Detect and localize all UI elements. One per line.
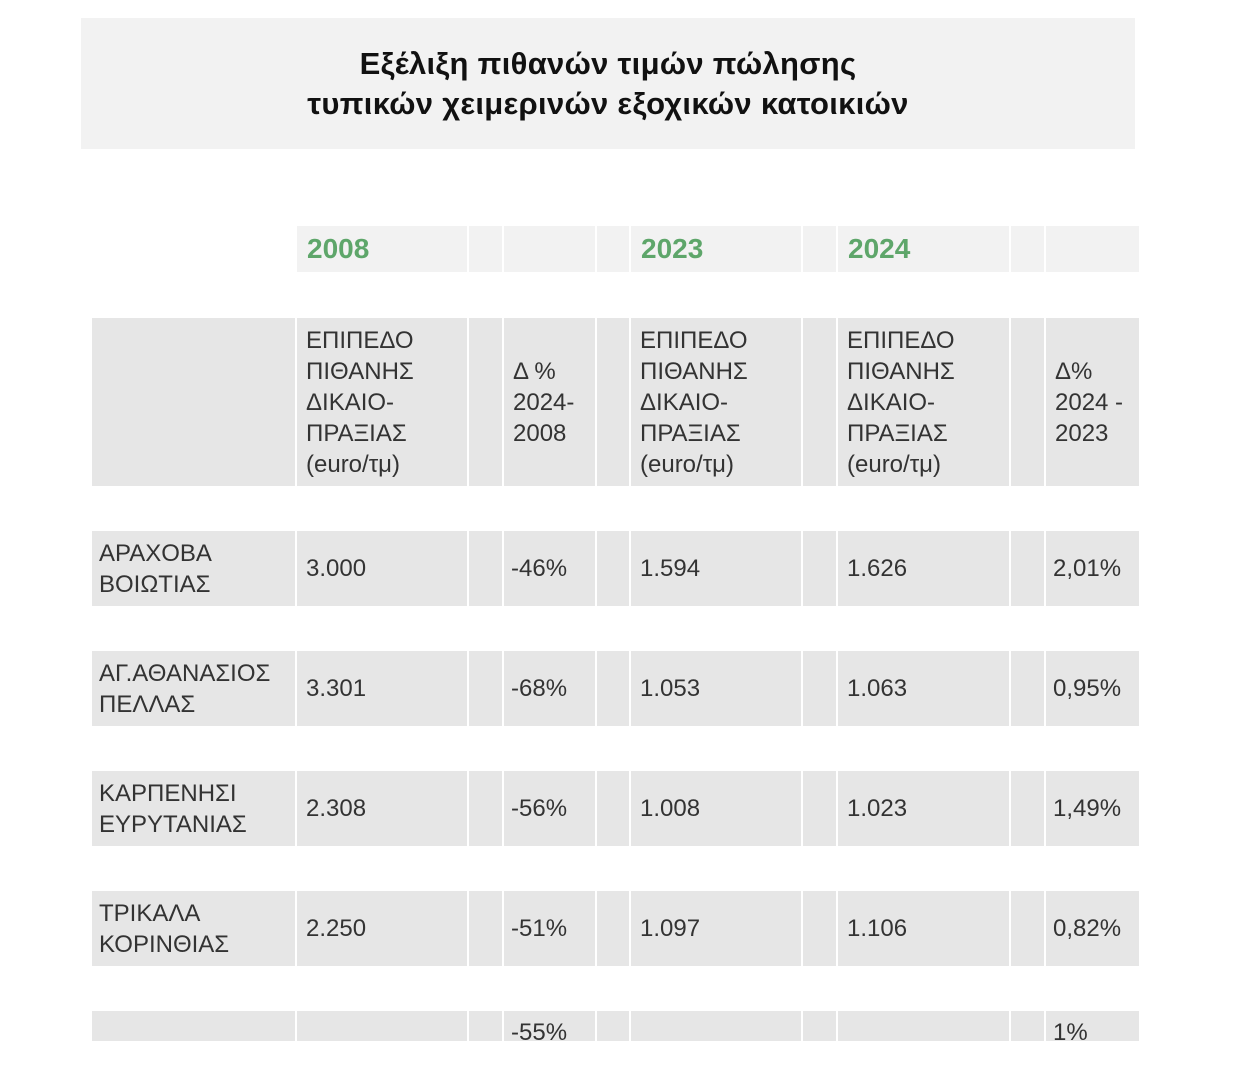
header-text: (euro/τμ) [640, 451, 734, 478]
price-2008: 2.308 [297, 771, 467, 846]
delta-2008: -56% [504, 771, 595, 846]
delta-2023: 0,82% [1046, 891, 1139, 966]
table-row-label [92, 771, 295, 846]
price-2023: 1.594 [631, 531, 801, 606]
price-2024: 1.023 [838, 771, 1009, 846]
price-2023: 1.008 [631, 771, 801, 846]
header-level-2008 [297, 318, 467, 486]
header-text: ΔΙΚΑΙΟ- [640, 389, 729, 416]
delta-2023: 0,95% [1046, 651, 1139, 726]
delta-2023: 2,01% [1046, 531, 1139, 606]
delta-2008: -51% [504, 891, 595, 966]
header-text: ΕΠΙΠΕΔΟ [640, 327, 748, 354]
price-2024: 1.063 [838, 651, 1009, 726]
delta-2023: 1,49% [1046, 771, 1139, 846]
spacer [803, 891, 836, 966]
partial-delta-2008-value: -55% [511, 1019, 568, 1041]
header-text: ΕΠΙΠΕΔΟ [847, 327, 955, 354]
price-2023: 1.053 [631, 651, 801, 726]
header-text: (euro/τμ) [306, 451, 400, 478]
table-row-label [92, 651, 295, 726]
year-blank-2 [504, 226, 595, 272]
year-blank-1 [469, 226, 502, 272]
header-spacer-1 [469, 318, 502, 486]
header-spacer-2 [597, 318, 629, 486]
spacer [597, 771, 629, 846]
year-blank-4 [803, 226, 836, 272]
header-text: ΕΠΙΠΕΔΟ [306, 327, 414, 354]
region-name: ΠΕΛΛΑΣ [99, 690, 196, 718]
partial-price-2024 [838, 1011, 1009, 1041]
header-text: 2024- [513, 389, 575, 416]
spacer [1011, 1011, 1044, 1041]
header-text: ΠΙΘΑΝΗΣ [640, 358, 748, 385]
region-name: ΤΡΙΚΑΛΑ [99, 899, 201, 927]
header-level-2024 [838, 318, 1009, 486]
spacer [469, 1011, 502, 1041]
header-text: ΠΡΑΞΙΑΣ [847, 420, 948, 447]
spacer [597, 891, 629, 966]
region-name: ΚΑΡΠΕΝΗΣΙ [99, 779, 237, 807]
spacer [803, 531, 836, 606]
region-name: ΑΡΑΧΟΒΑ [99, 539, 212, 567]
region-name: ΕΥΡΥΤΑΝΙΑΣ [99, 810, 247, 838]
region-name: ΚΟΡΙΝΘΙΑΣ [99, 930, 230, 958]
header-level-2023 [631, 318, 801, 486]
spacer [469, 771, 502, 846]
header-text: Δ% [1055, 358, 1093, 385]
header-text: 2008 [513, 420, 567, 447]
partial-row-label [92, 1011, 295, 1041]
price-2024: 1.626 [838, 531, 1009, 606]
header-text: ΠΙΘΑΝΗΣ [847, 358, 955, 385]
header-text: ΔΙΚΑΙΟ- [306, 389, 395, 416]
spacer [1011, 771, 1044, 846]
spacer [469, 891, 502, 966]
table-row-label [92, 891, 295, 966]
year-blank-5 [1011, 226, 1044, 272]
spacer [1011, 531, 1044, 606]
header-text: 2023 [1055, 420, 1109, 447]
partial-delta-2023 [1046, 1011, 1139, 1041]
header-text: (euro/τμ) [847, 451, 941, 478]
header-text: ΔΙΚΑΙΟ- [847, 389, 936, 416]
header-text: Δ % [513, 358, 556, 385]
price-2024: 1.106 [838, 891, 1009, 966]
header-text: ΠΡΑΞΙΑΣ [640, 420, 741, 447]
header-text: 2024 - [1055, 389, 1124, 416]
title-box [81, 18, 1135, 149]
title-line-1: Εξέλιξη πιθανών τιμών πώλησης [359, 45, 857, 81]
header-spacer-4 [1011, 318, 1044, 486]
price-2008: 3.000 [297, 531, 467, 606]
price-2008: 3.301 [297, 651, 467, 726]
partial-delta-2023-value: 1% [1053, 1019, 1088, 1041]
title-line-2: τυπικών χειμερινών εξοχικών κατοικιών [307, 85, 909, 121]
delta-2008: -46% [504, 531, 595, 606]
year-blank-3 [597, 226, 629, 272]
header-region [92, 318, 295, 486]
price-2008: 2.250 [297, 891, 467, 966]
header-text: ΠΙΘΑΝΗΣ [306, 358, 414, 385]
partial-delta-2008 [504, 1011, 595, 1041]
spacer [803, 771, 836, 846]
spacer [469, 651, 502, 726]
partial-price-2008 [297, 1011, 467, 1041]
year-2023: 2023 [631, 226, 801, 272]
spacer [1011, 651, 1044, 726]
partial-price-2023 [631, 1011, 801, 1041]
region-name: ΒΟΙΩΤΙΑΣ [99, 570, 211, 598]
spacer [597, 531, 629, 606]
year-2024: 2024 [838, 226, 1009, 272]
price-2023: 1.097 [631, 891, 801, 966]
region-name: ΑΓ.ΑΘΑΝΑΣΙΟΣ [99, 659, 271, 687]
header-spacer-3 [803, 318, 836, 486]
year-2008: 2008 [297, 226, 467, 272]
header-delta-2008 [504, 318, 595, 486]
spacer [803, 651, 836, 726]
spacer [597, 1011, 629, 1041]
delta-2008: -68% [504, 651, 595, 726]
spacer [597, 651, 629, 726]
year-blank-6 [1046, 226, 1139, 272]
header-delta-2023 [1046, 318, 1139, 486]
header-text: ΠΡΑΞΙΑΣ [306, 420, 407, 447]
spacer [1011, 891, 1044, 966]
spacer [469, 531, 502, 606]
spacer [803, 1011, 836, 1041]
table-row-label [92, 531, 295, 606]
